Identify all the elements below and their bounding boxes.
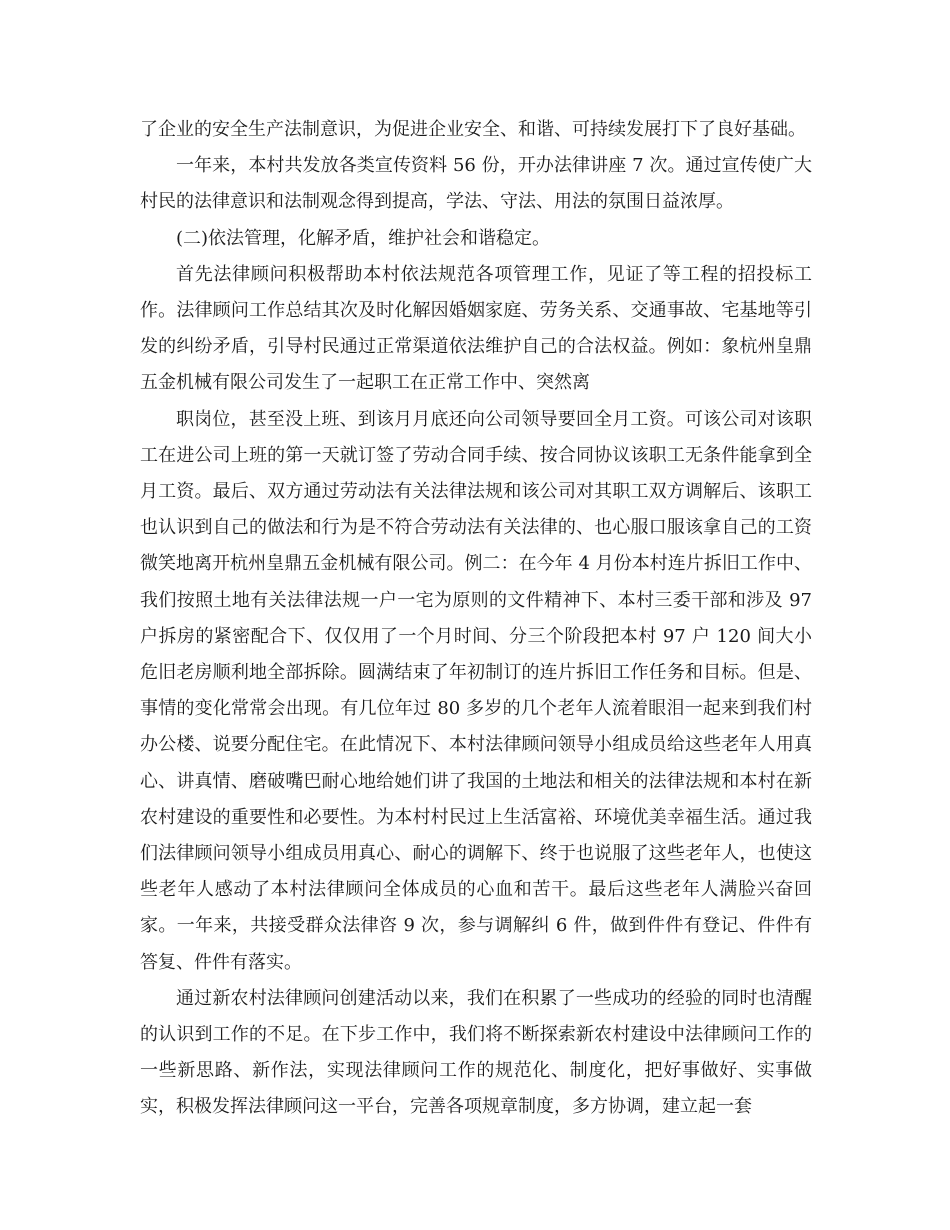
section-heading: (二)依法管理，化解矛盾，维护社会和谐稳定。 [176, 227, 551, 249]
paragraph-management: 首先法律顾问积极帮助本村依法规范各项管理工作，见证了等工程的招投标工作。法律顾问工作总结其次及时化解因婚姻家庭、劳务关系、交通事故、宅基地等引发的纠纷矛盾，引导村民通过正常渠道依法维护自己的合法权益。例如：象杭州皇鼎五金机械有限公司发生了一起职工在正常工作中、突然离 [140, 263, 812, 394]
paragraph-continuation: 了企业的安全生产法制意识，为促进企业安全、和谐、可持续发展打下了良好基础。 [140, 119, 806, 140]
paragraph-publicity-summary: 一年来，本村共发放各类宣传资料 56 份，开办法律讲座 7 次。通过宣传使广大村民的法律意识和法制观念得到提高，学法、守法、用法的氛围日益浓厚。 [140, 155, 812, 213]
document-body [140, 112, 812, 1126]
paragraph-case-examples: 职岗位，甚至没上班、到该月月底还向公司领导要回全月工资。可该公司对该职工在进公司上班的第一天就订签了劳动合同手续、按合同协议该职工无条件能拿到全月工资。最后、双方通过劳动法有关法律法规和该公司对其职工双方调解后、该职工也认识到自己的做法和行为是不符合劳动法有关法律的、也心服口服该拿自己的工资微笑地离开杭州皇鼎五金机械有限公司。例二：在今年 4 月份本村连片拆旧工作中、我们按照土地有关法律法规一户一宅为原则的文件精神下、本村三委干部和涉及 97 户拆房的紧密配合下、仅仅用了一个月时间、分三个阶段把本村 97 户 120 间大小危旧老房顺利地全部拆除。圆满结束了年初制订的连片拆旧工作任务和目标。但是、事情的变化常常会出现。有几位年过 80 多岁的几个老年人流着眼泪一起来到我们村办公楼、说要分配住宅。在此情况下、本村法律顾问领导小组成员给这些老年人用真心、讲真情、磨破嘴巴耐心地给她们讲了我国的土地法和相关的法律法规和本村在新农村建设的重要性和必要性。为本村村民过上生活富裕、环境优美幸福生活。通过我们法律顾问领导小组成员用真心、耐心的调解下、终于也说服了这些老年人，也使这些老年人感动了本村法律顾问全体成员的心血和苦干。最后这些老年人满脸兴奋回家。一年来，共接受群众法律咨 9 次，参与调解纠 6 件，做到件件有登记、件件有答复、件件有落实。 [140, 408, 812, 973]
paragraph-outlook: 通过新农村法律顾问创建活动以来，我们在积累了一些成功的经验的同时也清醒的认识到工作的不足。在下步工作中，我们将不断探索新农村建设中法律顾问工作的一些新思路、新作法，实现法律顾问工作的规范化、制度化，把好事做好、实事做实，积极发挥法律顾问这一平台，完善各项规章制度，多方协调，建立起一套 [140, 987, 812, 1118]
